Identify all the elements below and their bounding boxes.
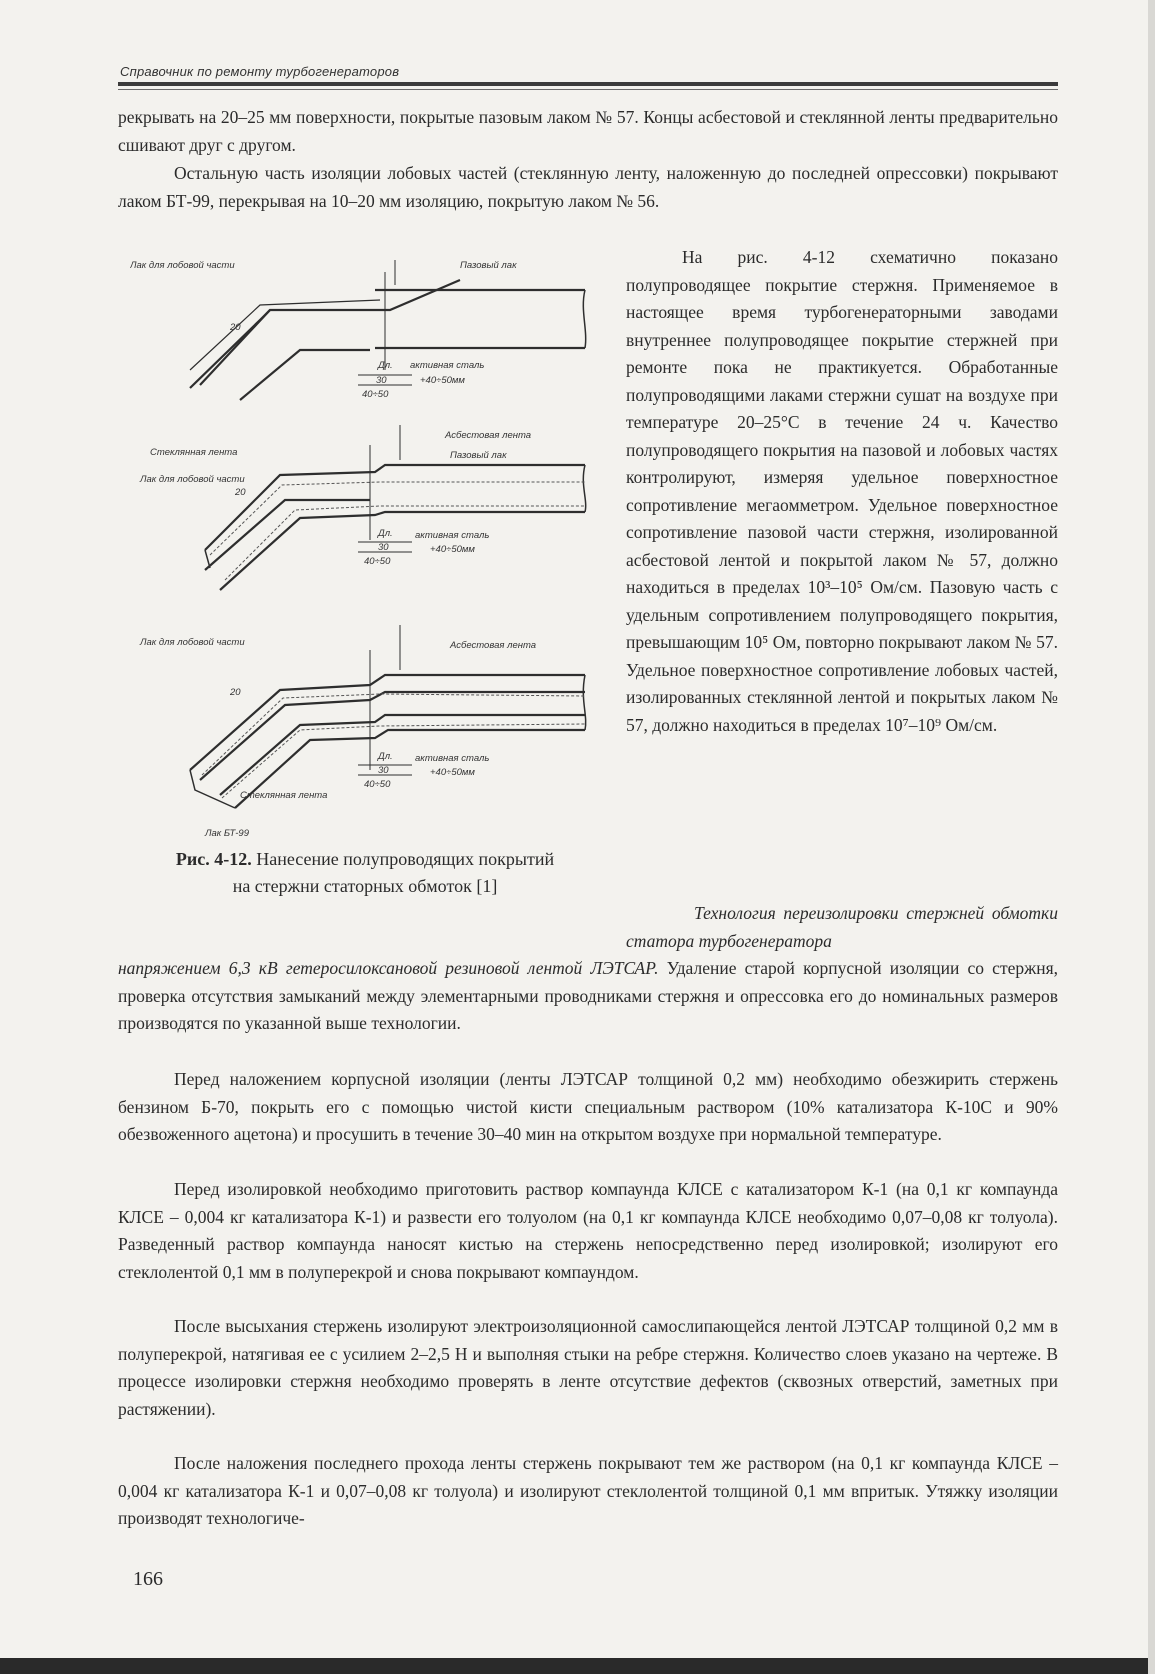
d1-label-30: 30 (376, 375, 387, 386)
d2-label-paz-lak: Пазовый лак (450, 450, 507, 461)
d1-label-act: активная сталь (410, 360, 485, 371)
d2-label-30: 30 (378, 542, 389, 553)
d2-bar-bottom (220, 512, 585, 590)
d3-label-dim: +40÷50мм (430, 767, 475, 778)
d2-label-dl: Дл. (378, 528, 393, 539)
d2-bar-top (205, 465, 585, 550)
d1-label-4050: 40÷50 (362, 389, 389, 400)
figure-4-12 (130, 250, 600, 850)
d3-label-bt: Лак БТ-99 (205, 828, 250, 839)
header-rule (118, 82, 1058, 86)
paragraph-7: После высыхания стержень изолируют электроизоляционной самослипающейся лентой ЛЭТСАР толщиной 0,2 мм в полуперекрой, натягивая ее с усилием 2–2,5 Н и выполняя стыки на ребре стержня. Количество слоев указано на чертеже. В процессе изолировки стержня необходимо проверять в ленте отсутствие дефектов (сквозных отверстий, заметных при растяжении). (118, 1316, 1058, 1419)
paragraph-4-italic-b: напряжением 6,3 кВ гетеросилоксановой резиновой лентой ЛЭТСАР. (118, 958, 659, 978)
d1-label-paz-lak: Пазовый лак (460, 260, 517, 271)
caption-text: Нанесение полупроводящих покрытий на стержни статорных обмоток [1] (232, 849, 555, 896)
paragraph-4 (118, 955, 1058, 1038)
d2-label-4050: 40÷50 (364, 556, 391, 567)
paragraph-3: На рис. 4-12 схематично показано полупроводящее покрытие стержня. Применяемое в настоящее время турбогенераторными заводами внутреннее полупроводящее покрытие стержней при ремонте пока не практикуется. Обработанные полупроводящими лаками стержни сушат на воздухе при температуре 20–25°С в течение 24 ч. Качество полупроводящего покрытия на пазовой и лобовых частях контролируют, измеряя удельное поверхностное сопротивление мегаомметром. Удельное поверхностное сопротивление пазовой части стержня, изолированной асбестовой лентой и покрытой лаком № 57, должно находиться в пределах 10³–10⁵ Ом/см. Пазовую часть с удельным сопротивлением полупроводящего покрытия, превышающим 10⁵ Ом, повторно покрывают лаком № 57. Удельное поверхностное сопротивление лобовых частей, изолированных стеклянной лентой и покрытых лаком № 57, должно находиться в пределах 10⁷–10⁹ Ом/см. (626, 247, 1058, 735)
paragraph-1: рекрывать на 20–25 мм поверхности, покрытые пазовым лаком № 57. Концы асбестовой и стеклянной ленты предварительно сшивают друг с другом. (118, 107, 1058, 155)
d1-label-lak-lob: Лак для лобовой части (130, 260, 235, 271)
d3-label-act: активная сталь (415, 753, 490, 764)
d3-label-20: 20 (230, 687, 241, 698)
d2-label-dim: +40÷50мм (430, 544, 475, 555)
d1-bar-bottom-edge (240, 350, 370, 400)
d3-label-30: 30 (378, 765, 389, 776)
d1-label-20: 20 (230, 322, 241, 333)
caption-number: Рис. 4-12. (175, 849, 252, 869)
d2-label-lak-lob: Лак для лобовой части (140, 474, 245, 485)
paragraph-6: Перед изолировкой необходимо приготовить раствор компаунда КЛСЕ с катализатором К-1 (на 0,1 кг компаунда КЛСЕ – 0,004 кг катализатора К-1) и развести его толуолом (на 0,1 кг компаунда КЛСЕ необходимо 0,07–0,08 кг толуола). Разведенный раствор компаунда наносят кистью на стержень непосредственно перед изолировкой; изолируют его стеклолентой 0,1 мм в полуперекрой и снова покрывают компаундом. (118, 1179, 1058, 1282)
d3-label-dl: Дл. (378, 751, 393, 762)
paragraph-4-rest: Удаление старой корпусной изоляции со стержня, проверка отсутствия замыканий между элементарными проводниками стержня и опрессовка его до номинальных размеров производятся по указанной выше технологии. (118, 958, 1058, 1033)
running-header: Справочник по ремонту турбогенераторов (120, 64, 400, 79)
scan-bottom-edge (0, 1658, 1155, 1674)
d1-label-dim: +40÷50мм (420, 375, 465, 386)
d2-label-asb: Асбестовая лента (445, 430, 532, 441)
figure-drawing (130, 250, 600, 850)
scan-right-edge (1148, 0, 1155, 1674)
paragraph-4-italic-a: Технология переизолировки стержней обмотки статора турбогенератора (626, 903, 1058, 951)
figure-caption (165, 846, 565, 900)
d1-label-dl: Дл. (378, 360, 393, 371)
d3-label-4050: 40÷50 (364, 779, 391, 790)
d2-label-20: 20 (235, 487, 246, 498)
header-rule-thin (118, 89, 1058, 90)
d2-label-steklo: Стеклянная лента (150, 447, 238, 458)
d2-label-act: активная сталь (415, 530, 490, 541)
d3-label-steklo: Стеклянная лента (240, 790, 328, 801)
page-number: 166 (133, 1568, 163, 1590)
paragraph-8: После наложения последнего прохода ленты стержень покрывают тем же раствором (на 0,1 кг компаунда КЛСЕ – 0,004 кг катализатора К-1 и 0,07–0,08 кг толуола) и изолируют стеклолентой толщиной 0,1 мм впритык. Утяжку изоляции производят технологиче- (118, 1453, 1058, 1528)
paragraph-2: Остальную часть изоляции лобовых частей (стеклянную ленту, наложенную до последней опрессовки) покрывают лаком БТ-99, перекрывая на 10–20 мм изоляцию, покрытую лаком № 56. (118, 163, 1058, 211)
d3-label-asb: Асбестовая лента (450, 640, 537, 651)
d3-label-lak-lob: Лак для лобовой части (140, 637, 245, 648)
paragraph-5: Перед наложением корпусной изоляции (ленты ЛЭТСАР толщиной 0,2 мм) необходимо обезжирить стержень бензином Б-70, покрыть его с помощью чистой кисти специальным раствором (10% катализатора К-10С и 90% обезвоженного ацетона) и просушить в течение 30–40 мин на открытом воздухе при нормальной температуре. (118, 1069, 1058, 1144)
